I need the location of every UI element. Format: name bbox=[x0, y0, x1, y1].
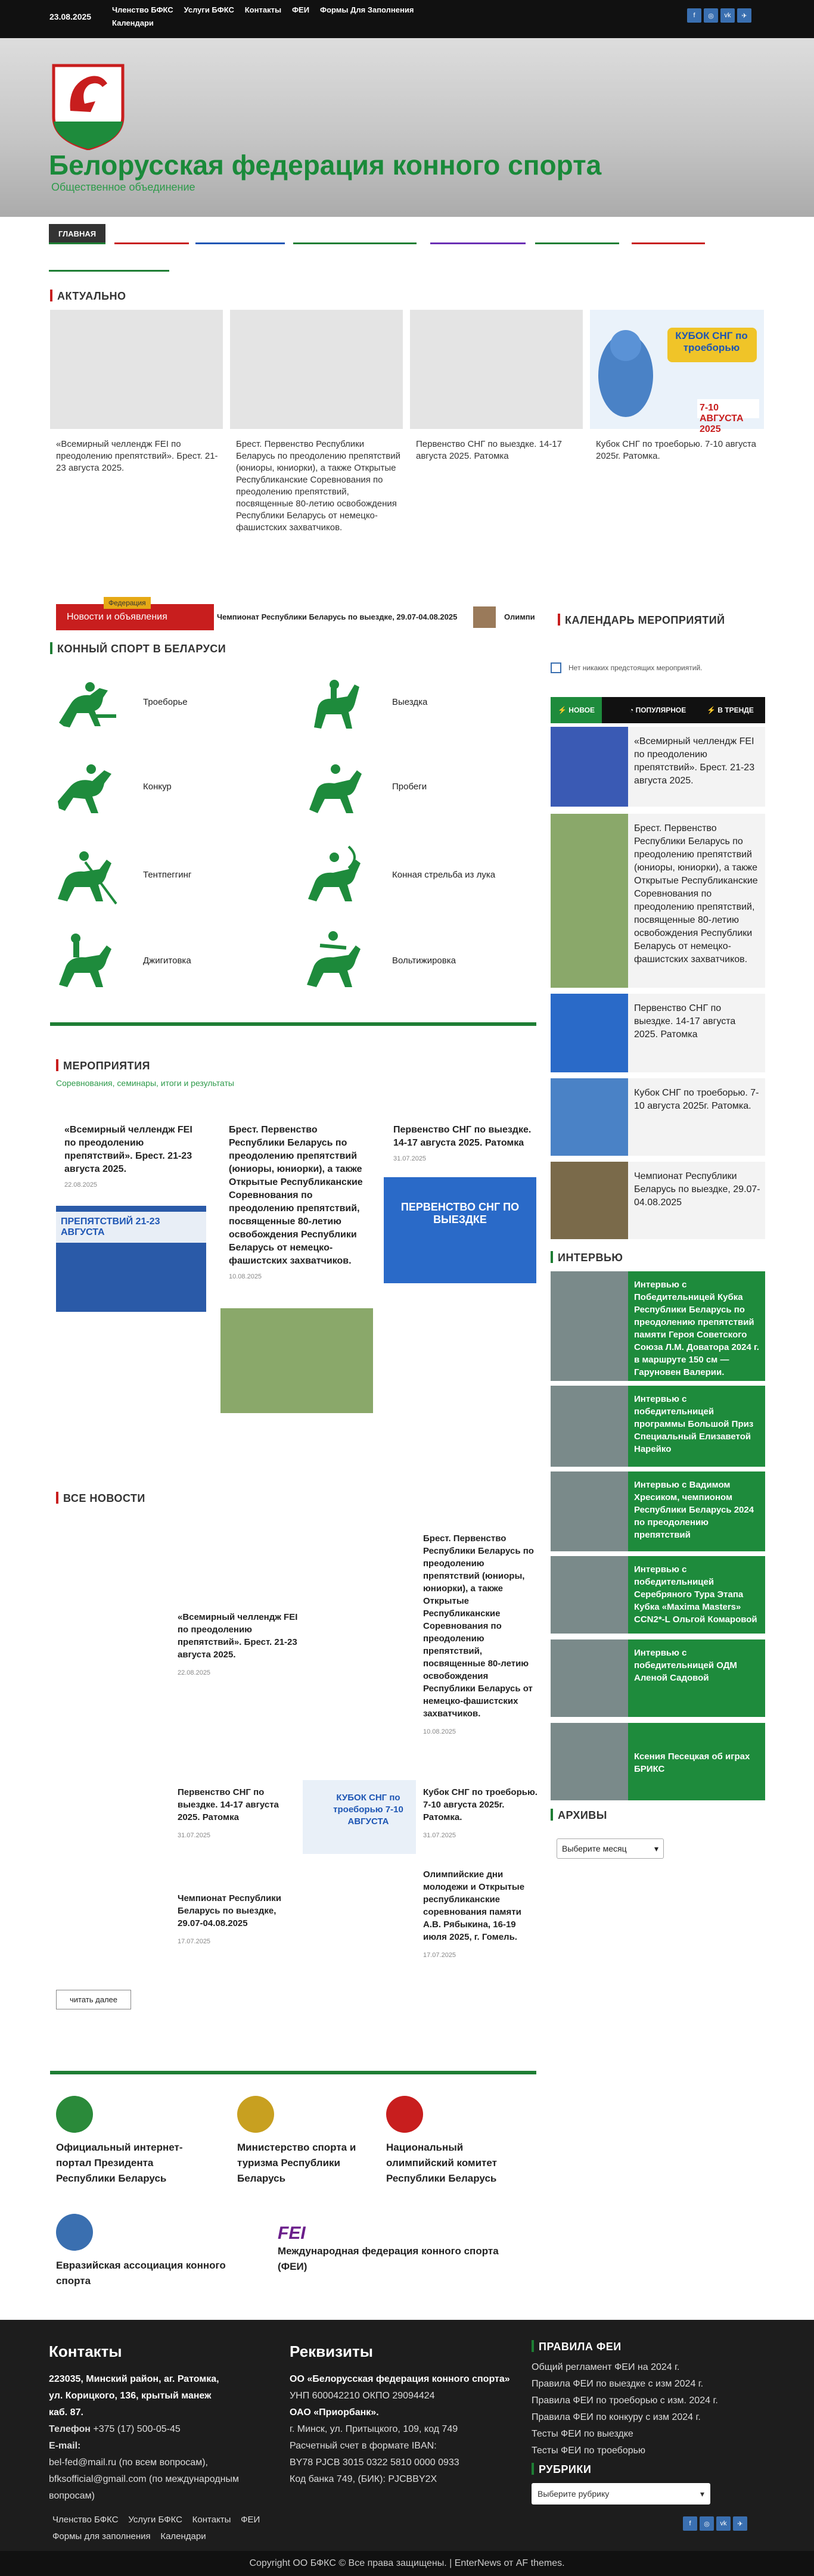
vk-icon[interactable]: vk bbox=[716, 2516, 731, 2531]
archive-select-value: Выберите месяц bbox=[562, 1844, 627, 1853]
sport-label: Тентпеггинг bbox=[143, 869, 192, 880]
sidebar-post[interactable] bbox=[551, 727, 765, 807]
archive-heading: АРХИВЫ bbox=[551, 1809, 607, 1822]
sport-item-vaulting[interactable] bbox=[299, 925, 456, 996]
interview-title[interactable]: Интервью с Победительницей Кубка Республики Беларусь по преодолению препятствий памяти Героя Советского Союза Л.М. Доватора 2024 г. в маршруте 150 см — Гаруновен Валерии. bbox=[634, 1280, 759, 1377]
actual-caption[interactable]: Первенство СНГ по выездке. 14-17 августа 2025. Ратомка bbox=[416, 439, 562, 461]
sport-label: Троеборье bbox=[143, 696, 188, 707]
section-divider bbox=[50, 1022, 536, 1026]
poster-title: КУБОК СНГ по троеборью bbox=[675, 330, 748, 353]
actual-image[interactable] bbox=[50, 310, 223, 429]
post-title[interactable]: Кубок СНГ по троеборью. 7-10 августа 2025г. Ратомка. bbox=[634, 1088, 759, 1111]
interview-card[interactable] bbox=[551, 1723, 765, 1800]
post-thumb bbox=[551, 994, 628, 1072]
poster-dates: 7-10 АВГУСТА 2025 bbox=[700, 403, 744, 434]
rubric-select-value: Выберите рубрику bbox=[538, 2489, 610, 2499]
event-photo[interactable] bbox=[220, 1308, 373, 1413]
news-item[interactable] bbox=[423, 1786, 540, 1842]
rule-link[interactable]: Правила ФЕИ по конкуру с изм 2024 г. bbox=[532, 2412, 701, 2422]
sport-item-archery[interactable] bbox=[299, 839, 495, 910]
news-ticker bbox=[56, 599, 536, 630]
event-date: 10.08.2025 bbox=[229, 1273, 262, 1280]
nav-antidoping[interactable]: АНТИДОПИНГ bbox=[632, 224, 705, 244]
phone-label: Телефон bbox=[49, 2424, 91, 2434]
req-line: УНП 600042210 ОКПО 29094424 bbox=[290, 2391, 435, 2401]
facebook-icon[interactable]: f bbox=[683, 2516, 697, 2531]
ticker-thumb[interactable] bbox=[473, 606, 496, 628]
actual-heading: АКТУАЛЬНО bbox=[50, 290, 126, 303]
news-date: 10.08.2025 bbox=[423, 1728, 456, 1735]
news-title[interactable]: Первенство СНГ по выездке. 14-17 августа 2025. Ратомка bbox=[178, 1787, 279, 1822]
news-item[interactable] bbox=[423, 1532, 540, 1738]
news-item[interactable] bbox=[178, 1611, 303, 1679]
top-bar bbox=[0, 0, 814, 38]
sport-item-eventing[interactable] bbox=[50, 666, 188, 738]
partner-link[interactable] bbox=[56, 2096, 205, 2186]
post-thumb bbox=[551, 814, 628, 988]
interview-thumb bbox=[551, 1471, 628, 1551]
ticker-text[interactable]: Чемпионат Республики Беларусь по выездке, 29.07-04.08.2025 bbox=[217, 612, 458, 621]
calendar-heading: КАЛЕНДАРЬ МЕРОПРИЯТИЙ bbox=[558, 614, 725, 627]
main-nav bbox=[49, 220, 764, 275]
news-title[interactable]: Брест. Первенство Республики Беларусь по преодолению препятствий (юниоры, юниорки), а также Открытые Республиканские Соревнования по преодолению препятствий, посвященные 80-летию освобождения Республики Беларусь от немецко-фашистских захватчиков. bbox=[423, 1533, 534, 1719]
footer-phone bbox=[49, 2421, 240, 2438]
ticker-label[interactable] bbox=[56, 599, 214, 630]
sport-label: Выездка bbox=[392, 696, 428, 707]
top-links bbox=[112, 5, 458, 31]
interview-card[interactable] bbox=[551, 1271, 765, 1381]
sidebar-post[interactable] bbox=[551, 1078, 765, 1156]
footer-link[interactable]: Членство БФКС bbox=[52, 2515, 119, 2525]
partner-link[interactable] bbox=[56, 2214, 253, 2289]
interview-thumb bbox=[551, 1556, 628, 1634]
tab-popular[interactable]: ◔ ПОПУЛЯРНОЕ bbox=[629, 706, 686, 714]
sport-item-dzhigitovka[interactable] bbox=[50, 925, 191, 996]
partner-name: Министерство спорта и туризма Республики Беларусь bbox=[237, 2142, 356, 2184]
post-tabs bbox=[551, 697, 765, 723]
tentpegging-icon bbox=[53, 842, 119, 907]
read-more-button[interactable]: читать далее bbox=[56, 1990, 131, 2009]
ticker-text-2[interactable]: Олимпи bbox=[504, 612, 535, 621]
rule-link[interactable]: Тесты ФЕИ по выездке bbox=[532, 2429, 633, 2439]
interview-card[interactable] bbox=[551, 1556, 765, 1634]
top-link[interactable]: Формы Для Заполнения bbox=[319, 5, 414, 14]
federation-logo[interactable] bbox=[50, 62, 126, 150]
dzhigitovka-icon bbox=[53, 928, 119, 993]
footer-link[interactable]: Календари bbox=[160, 2531, 206, 2541]
event-poster-text: ПРЕПЯТСТВИЙ 21-23 АВГУСТА bbox=[56, 1212, 206, 1243]
interview-card[interactable] bbox=[551, 1386, 765, 1467]
event-title[interactable]: «Всемирный челлендж FEI по преодолению препятствий». Брест. 21-23 августа 2025. bbox=[64, 1125, 192, 1174]
search-icon[interactable]: 🔍︎ bbox=[752, 247, 765, 257]
footer-contacts-title: Контакты bbox=[49, 2342, 122, 2360]
event-card[interactable] bbox=[393, 1124, 534, 1165]
calendar-empty-text: Нет никаких предстоящих мероприятий. bbox=[568, 664, 703, 672]
partner-link[interactable] bbox=[237, 2096, 374, 2186]
req-line: ОАО «Приорбанк». bbox=[290, 2407, 379, 2418]
sports-heading: КОННЫЙ СПОРТ В БЕЛАРУСИ bbox=[50, 642, 226, 655]
ticker-label-text: Новости и объявления bbox=[67, 612, 167, 622]
event-title[interactable]: Первенство СНГ по выездке. 14-17 августа 2025. Ратомка bbox=[393, 1125, 532, 1148]
top-link[interactable]: Услуги БФКС bbox=[184, 5, 234, 14]
eurasian-association-icon bbox=[56, 2214, 93, 2251]
interview-title[interactable]: Интервью с победительницей программы Большой Приз Специальный Елизаветой Нарейко bbox=[634, 1394, 754, 1454]
news-poster-text: КУБОК СНГ по троеборью 7-10 АВГУСТА bbox=[333, 1793, 403, 1827]
nav-home[interactable]: ГЛАВНАЯ bbox=[49, 224, 105, 244]
events-heading: МЕРОПРИЯТИЯ bbox=[56, 1059, 150, 1072]
showjumping-icon bbox=[53, 754, 119, 819]
footer-rubrics-title: РУБРИКИ bbox=[532, 2463, 591, 2476]
rule-link[interactable]: Общий регламент ФЕИ на 2024 г. bbox=[532, 2362, 680, 2372]
news-date: 17.07.2025 bbox=[178, 1938, 211, 1945]
chevron-down-icon: ▾ bbox=[700, 2489, 704, 2499]
event-poster-text: ПЕРВЕНСТВО СНГ ПО ВЫЕЗДКЕ bbox=[400, 1201, 520, 1225]
calendar-icon bbox=[551, 662, 561, 673]
site-title[interactable]: Белорусская федерация конного спорта bbox=[49, 150, 602, 181]
top-link[interactable]: ФЕИ bbox=[291, 5, 310, 14]
actual-caption[interactable]: Брест. Первенство Республики Беларусь по преодолению препятствий (юниоры, юниорки), а также Открытые Республиканские Соревнования по преодолению препятствий, посвященные 80-летию освобождения Республики Беларусь от немецко-фашистских захватчиков. bbox=[236, 439, 401, 533]
req-line: ОО «Белорусская федерация конного спорта» bbox=[290, 2374, 510, 2384]
footer-link[interactable]: Контакты bbox=[192, 2515, 231, 2525]
footer-social bbox=[683, 2516, 747, 2531]
interview-title[interactable]: Ксения Песецкая об играх БРИКС bbox=[634, 1751, 750, 1774]
news-poster[interactable] bbox=[303, 1780, 416, 1854]
post-title[interactable]: Первенство СНГ по выездке. 14-17 августа 2025. Ратомка bbox=[634, 1003, 736, 1040]
email-value[interactable]: bel-fed@mail.ru (по всем вопросам), bbox=[49, 2457, 208, 2468]
tab-new[interactable]: ⚡ НОВОЕ bbox=[551, 697, 602, 723]
interview-title[interactable]: Интервью с победительницей Серебряного Тура Этапа Кубка «Maxima Masters» CCN2*-L Ольгой Комаровой bbox=[634, 1564, 757, 1625]
sport-label: Конкур bbox=[143, 781, 172, 792]
post-thumb bbox=[551, 727, 628, 807]
facebook-icon[interactable]: f bbox=[687, 8, 701, 23]
section-divider bbox=[50, 2071, 536, 2074]
emblem-icon bbox=[56, 2096, 93, 2133]
footer-link[interactable]: Услуги БФКС bbox=[128, 2515, 182, 2525]
top-link[interactable]: Календари bbox=[112, 18, 154, 27]
nav-judges[interactable]: КОЛЛЕГИЯ СУДЕЙ ▾ bbox=[430, 224, 526, 244]
ticker-badge: Федерация bbox=[104, 597, 151, 609]
event-date: 31.07.2025 bbox=[393, 1155, 427, 1162]
interview-title[interactable]: Интервью с победительницей ОДМ Аленой Садовой bbox=[634, 1648, 737, 1683]
sidebar-post[interactable] bbox=[551, 994, 765, 1072]
footer-link[interactable]: ФЕИ bbox=[241, 2515, 260, 2525]
sport-item-tentpegging[interactable] bbox=[50, 839, 191, 910]
vk-icon[interactable]: vk bbox=[720, 8, 735, 23]
actual-caption[interactable]: «Всемирный челлендж FEI по преодолению препятствий». Брест. 21-23 августа 2025. bbox=[56, 439, 218, 473]
ministry-emblem-icon bbox=[237, 2096, 274, 2133]
instagram-icon[interactable]: ◎ bbox=[704, 8, 718, 23]
sport-item-showjumping[interactable] bbox=[50, 751, 172, 822]
phone-value[interactable]: +375 (17) 500-05-45 bbox=[93, 2424, 181, 2434]
rule-link[interactable]: Тесты ФЕИ по троеборью bbox=[532, 2446, 645, 2456]
dressage-horse-icon bbox=[302, 669, 368, 735]
site-footer bbox=[0, 2320, 814, 2576]
event-card[interactable] bbox=[229, 1124, 371, 1283]
partner-name: Евразийская ассоциация конного спорта bbox=[56, 2260, 226, 2286]
news-date: 31.07.2025 bbox=[178, 1832, 211, 1839]
sidebar-post[interactable] bbox=[551, 814, 765, 988]
footer-rules-title: ПРАВИЛА ФЕИ bbox=[532, 2340, 622, 2353]
jumping-horse-icon bbox=[53, 669, 119, 735]
nav-vet[interactable]: ВЕТЕРИНАРИЯ ▾ bbox=[535, 224, 619, 244]
footer-link[interactable]: Формы для заполнения bbox=[52, 2531, 151, 2541]
interview-thumb bbox=[551, 1639, 628, 1717]
rule-link[interactable]: Правила ФЕИ по троеборью с изм. 2024 г. bbox=[532, 2395, 718, 2406]
calendar-empty bbox=[551, 662, 702, 673]
social-links bbox=[687, 8, 751, 23]
vaulting-horse-icon bbox=[302, 928, 368, 993]
nav-rules[interactable]: ПРАВИЛА И ДОКУМЕНТЫ ▾ bbox=[293, 224, 417, 244]
endurance-horse-icon bbox=[302, 754, 368, 819]
news-date: 22.08.2025 bbox=[178, 1669, 211, 1676]
req-line: Код банка 749, (БИК): PJCBBY2X bbox=[290, 2474, 437, 2484]
news-title[interactable]: Кубок СНГ по троеборью. 7-10 августа 2025г. Ратомка. bbox=[423, 1787, 538, 1822]
telegram-icon[interactable]: ✈ bbox=[737, 8, 751, 23]
interview-thumb bbox=[551, 1723, 628, 1800]
footer-address: 223035, Минский район, аг. Ратомка, ул. Корицкого, 136, крытый манеж каб. 87. bbox=[49, 2374, 219, 2418]
rule-link[interactable]: Правила ФЕИ по выездке с изм 2024 г. bbox=[532, 2379, 704, 2389]
news-title[interactable]: «Всемирный челлендж FEI по преодолению препятствий». Брест. 21-23 августа 2025. bbox=[178, 1612, 298, 1660]
nav-federation[interactable]: ФЕДЕРАЦИЯ ▾ bbox=[114, 224, 189, 244]
news-item[interactable] bbox=[178, 1786, 291, 1842]
sport-label: Пробеги bbox=[392, 781, 427, 792]
post-title[interactable]: Брест. Первенство Республики Беларусь по преодолению препятствий (юниоры, юниорки), а также Открытые Республиканские Соревнования по преодолению препятствий, посвященные 80-летию освобождения Республики Беларусь от немецко-фашистских захватчиков. bbox=[634, 823, 758, 965]
rubric-select[interactable] bbox=[532, 2483, 710, 2505]
news-title[interactable]: Олимпийские дни молодежи и Открытые республиканские соревнования памяти А.В. Рябыкина, 16-19 июля 2025, г. Гомель. bbox=[423, 1869, 525, 1942]
event-date: 22.08.2025 bbox=[64, 1181, 98, 1189]
event-poster[interactable] bbox=[384, 1177, 536, 1283]
partner-name: Международная федерация конного спорта (ФЕИ) bbox=[278, 2245, 499, 2272]
sidebar-post[interactable] bbox=[551, 1162, 765, 1239]
partner-link[interactable] bbox=[386, 2096, 523, 2186]
post-title[interactable]: Чемпионат Республики Беларусь по выездке, 29.07-04.08.2025 bbox=[634, 1171, 760, 1208]
email-label: E-mail: bbox=[49, 2441, 81, 2451]
events-subtitle: Соревнования, семинары, итоги и результаты bbox=[56, 1078, 234, 1088]
interview-title[interactable]: Интервью с Вадимом Хресиком, чемпионом Республики Беларусь 2024 по преодолению препятствий bbox=[634, 1480, 754, 1540]
news-item[interactable] bbox=[178, 1892, 297, 1948]
actual-image[interactable] bbox=[410, 310, 583, 429]
sport-item-dressage[interactable] bbox=[299, 666, 427, 738]
interview-card[interactable] bbox=[551, 1639, 765, 1717]
interview-heading: ИНТЕРВЬЮ bbox=[551, 1251, 623, 1264]
archery-horse-icon bbox=[302, 842, 368, 907]
site-tagline: Общественное объединение bbox=[51, 181, 195, 193]
post-thumb bbox=[551, 1078, 628, 1156]
footer-links bbox=[52, 2512, 362, 2545]
sport-label: Конная стрельба из лука bbox=[392, 869, 496, 880]
news-date: 31.07.2025 bbox=[423, 1832, 456, 1839]
footer-email bbox=[49, 2438, 263, 2505]
partner-link[interactable] bbox=[278, 2223, 528, 2275]
instagram-icon[interactable]: ◎ bbox=[700, 2516, 714, 2531]
email-value[interactable]: bfksofficial@gmail.com (по международным вопросам) bbox=[49, 2474, 239, 2501]
footer-req bbox=[290, 2371, 516, 2488]
event-title[interactable]: Брест. Первенство Республики Беларусь по преодолению препятствий (юниоры, юниорки), а также Открытые Республиканские Соревнования по преодолению препятствий, посвященные 80-летию освобождения Республики Беларусь от немецко-фашистских захватчиков. bbox=[229, 1125, 363, 1266]
olympic-emblem-icon bbox=[386, 2096, 423, 2133]
fei-logo: FEI bbox=[278, 2223, 306, 2243]
post-thumb bbox=[551, 1162, 628, 1239]
chevron-down-icon: ▾ bbox=[654, 1844, 658, 1853]
nav-sport[interactable]: КОННЫЙ СПОРТ ▾ bbox=[195, 224, 285, 244]
news-item[interactable] bbox=[423, 1868, 540, 1962]
event-poster[interactable] bbox=[56, 1206, 206, 1312]
sport-item-endurance[interactable] bbox=[299, 751, 427, 822]
telegram-icon[interactable]: ✈ bbox=[733, 2516, 747, 2531]
req-line: г. Минск, ул. Притыцкого, 109, код 749 bbox=[290, 2424, 458, 2434]
news-heading: ВСЕ НОВОСТИ bbox=[56, 1492, 145, 1505]
copyright-text: Copyright ОО БФКС © Все права защищены. | EnterNews от AF themes. bbox=[249, 2558, 565, 2568]
footer-rules bbox=[532, 2359, 746, 2459]
top-link[interactable]: Членство БФКС bbox=[112, 5, 173, 14]
copyright-bar bbox=[0, 2551, 814, 2576]
footer-req-title: Реквизиты bbox=[290, 2342, 373, 2360]
top-link[interactable]: Контакты bbox=[244, 5, 282, 14]
news-date: 17.07.2025 bbox=[423, 1952, 456, 1959]
partner-name: Официальный интернет-портал Президента Республики Беларусь bbox=[56, 2142, 183, 2184]
req-line: Расчетный счет в формате IBAN: bbox=[290, 2441, 437, 2451]
interview-thumb bbox=[551, 1271, 628, 1381]
sport-label: Джигитовка bbox=[143, 955, 191, 966]
actual-image[interactable] bbox=[230, 310, 403, 429]
nav-media[interactable]: МЕДИА И АККРЕДИТАЦИЯ bbox=[49, 251, 169, 272]
interview-thumb bbox=[551, 1386, 628, 1467]
actual-poster[interactable] bbox=[590, 310, 764, 434]
event-card[interactable] bbox=[64, 1124, 195, 1191]
interview-card[interactable] bbox=[551, 1471, 765, 1551]
partner-name: Национальный олимпийский комитет Республики Беларусь bbox=[386, 2142, 497, 2184]
actual-caption[interactable]: Кубок СНГ по троеборью. 7-10 августа 2025г. Ратомка. bbox=[596, 439, 756, 461]
site-header bbox=[0, 38, 814, 217]
archive-select[interactable] bbox=[557, 1838, 664, 1859]
req-line: BY78 PJCB 3015 0322 5810 0000 0933 bbox=[290, 2457, 459, 2468]
news-title[interactable]: Чемпионат Республики Беларусь по выездке, 29.07-04.08.2025 bbox=[178, 1893, 282, 1928]
current-date: 23.08.2025 bbox=[49, 12, 92, 21]
tab-trending[interactable]: ⚡ В ТРЕНДЕ bbox=[707, 706, 754, 714]
post-title[interactable]: «Всемирный челлендж FEI по преодолению препятствий». Брест. 21-23 августа 2025. bbox=[634, 736, 755, 786]
sport-label: Вольтижировка bbox=[392, 955, 456, 966]
